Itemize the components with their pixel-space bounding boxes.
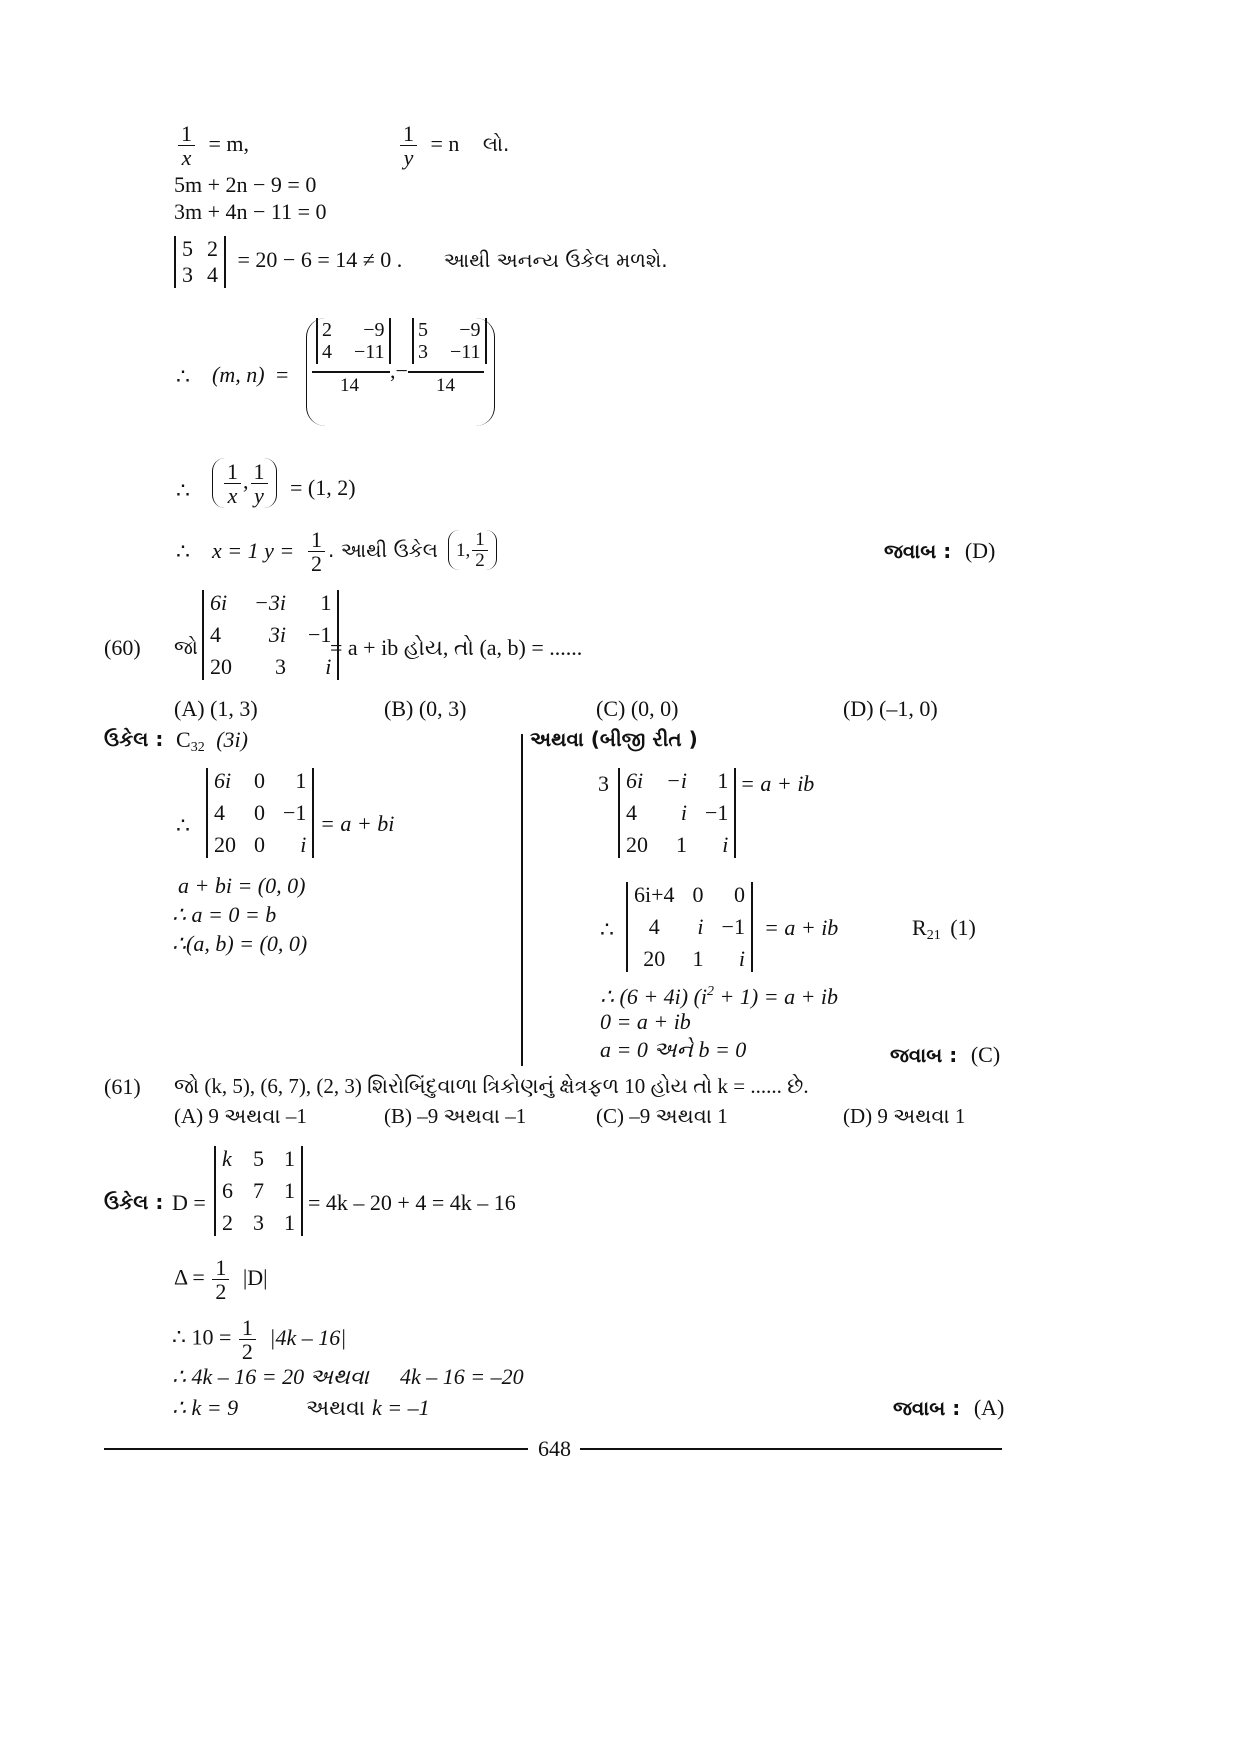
k-value-1: ∴ k = 9 [172, 1395, 239, 1420]
equation-2: 3m + 4n − 11 = 0 [174, 199, 327, 224]
therefore-sign-3: ∴ [176, 539, 190, 564]
cramer-m: 2 −9 4 −11 [316, 318, 391, 364]
alternative-method-label: અથવા (બીજી રીત ) [530, 727, 698, 751]
delta-line: Δ = $\frac{1}{2}$ |D| [174, 1255, 268, 1305]
alt-determinant-2: 6i+4 0 0 4 i −1 20 1 i [626, 882, 753, 972]
comma-minus: ,− [390, 358, 408, 383]
frac-bar-m [312, 371, 390, 373]
page-number: 648 [538, 1436, 571, 1461]
area-det-result: = 4k – 20 + 4 = 4k – 16 [308, 1190, 516, 1215]
ukel-label-60: ઉકેલ : [104, 727, 164, 751]
equals-sign: = [276, 362, 289, 387]
xy-paren-right [264, 458, 277, 508]
alt-tail-2: = a + ib [764, 915, 839, 940]
column-operation: $C_{32}$ (3i) [176, 727, 248, 755]
mn-label: (m, n) [212, 362, 265, 387]
answer-59: જવાબ : (D) [884, 538, 996, 563]
option-60-d: (D) (–1, 0) [843, 696, 938, 721]
den-m: 14 [340, 375, 359, 396]
therefore-sign-2: ∴ [176, 478, 190, 503]
final-xy: x = 1 y = [212, 538, 295, 563]
alt-tail-1: = a + ib [740, 771, 815, 796]
option-60-c: (C) (0, 0) [596, 696, 679, 721]
therefore-sign-alt: ∴ [600, 917, 614, 942]
question-61-text: જો (k, 5), (6, 7), (2, 3) શિરોબિંદુવાળા ત્રિકોણનું ક્ષેત્રફળ 10 હોય તો k = ...... છે. [174, 1074, 809, 1098]
solution-60-line1: a + bi = (0, 0) [178, 873, 306, 898]
therefore-sign: ∴ [176, 364, 190, 389]
d-label: D = [172, 1190, 206, 1215]
alt-coefficient: 3 [598, 771, 609, 796]
option-61-a: (A) 9 અથવા –1 [174, 1104, 307, 1128]
or-line-1: ∴ 4k – 16 = 20 અથવા [172, 1364, 369, 1389]
or-line-2: 4k – 16 = –20 [400, 1364, 524, 1389]
therefore-sign-60: ∴ [176, 813, 190, 838]
option-60-b: (B) (0, 3) [384, 696, 467, 721]
let-m: $\frac{1}{x}$ = m, [176, 122, 249, 169]
option-60-a: (A) (1, 3) [174, 696, 258, 721]
alt-line-2: 0 = a + ib [600, 1009, 691, 1034]
ukel-label-61: ઉકેલ : [104, 1190, 164, 1214]
final-note: . આથી ઉકેલ [328, 538, 438, 562]
column-divider [521, 734, 523, 1066]
xy-result: = (1, 2) [290, 475, 356, 500]
alt-line-3: a = 0 અને b = 0 [600, 1037, 747, 1062]
alt-determinant-1: 6i −i 1 4 i −1 20 1 i [618, 768, 736, 858]
solution-60-line3: ∴(a, b) = (0, 0) [172, 931, 308, 956]
option-61-d: (D) 9 અથવા 1 [843, 1104, 966, 1128]
half-fraction: $\frac{1}{2}$ [306, 528, 327, 575]
solution-point: 1, $\frac{1}{2}$ [456, 530, 490, 571]
jo-60: જો [174, 635, 198, 659]
option-61-b: (B) –9 અથવા –1 [384, 1104, 527, 1128]
question-60-tail: = a + ib હોય, તો (a, b) = ...... [330, 635, 583, 660]
k-or: અથવા [306, 1395, 366, 1420]
row-operation: $R_{21}$ (1) [912, 915, 976, 943]
cramer-n: 5 −9 3 −11 [412, 318, 487, 364]
sol-paren-right [486, 530, 497, 570]
footer-rule-right [580, 1448, 1002, 1450]
answer-61: જવાબ : (A) [893, 1395, 1005, 1420]
coefficient-determinant: 5 2 3 4 = 20 − 6 = 14 ≠ 0 . આથી અનન્ય ઉકેલ મળશે. [174, 236, 668, 288]
question-number-60: (60) [104, 635, 141, 660]
xy-fractions: $\frac{1}{x}$ , $\frac{1}{y}$ [222, 460, 270, 507]
let-n: $\frac{1}{y}$ = n લો. [398, 122, 509, 169]
k-value-2: k = –1 [372, 1395, 430, 1420]
option-61-c: (C) –9 અથવા 1 [596, 1104, 728, 1128]
solution-60-determinant: 6i 0 1 4 0 −1 20 0 i [206, 768, 314, 858]
frac-bar-n [408, 371, 484, 373]
alt-line-1: ∴ (6 + 4i) $(i^2 + 1) = a$ + ib [600, 984, 839, 1009]
answer-60: જવાબ : (C) [890, 1042, 1001, 1067]
solution-60-tail: = a + bi [320, 811, 395, 836]
question-60-determinant: 6i −3i 1 4 3i −1 20 3 i [202, 590, 339, 680]
question-number-61: (61) [104, 1074, 141, 1099]
equation-1: 5m + 2n − 9 = 0 [174, 172, 317, 197]
den-n: 14 [436, 375, 455, 396]
footer-rule-left [104, 1448, 528, 1450]
solution-60-line2: ∴ a = 0 = b [172, 902, 277, 927]
ten-line: ∴ 10 = $\frac{1}{2}$ |4k – 16| [172, 1315, 347, 1365]
area-determinant: k 5 1 6 7 1 2 3 1 [214, 1146, 303, 1236]
